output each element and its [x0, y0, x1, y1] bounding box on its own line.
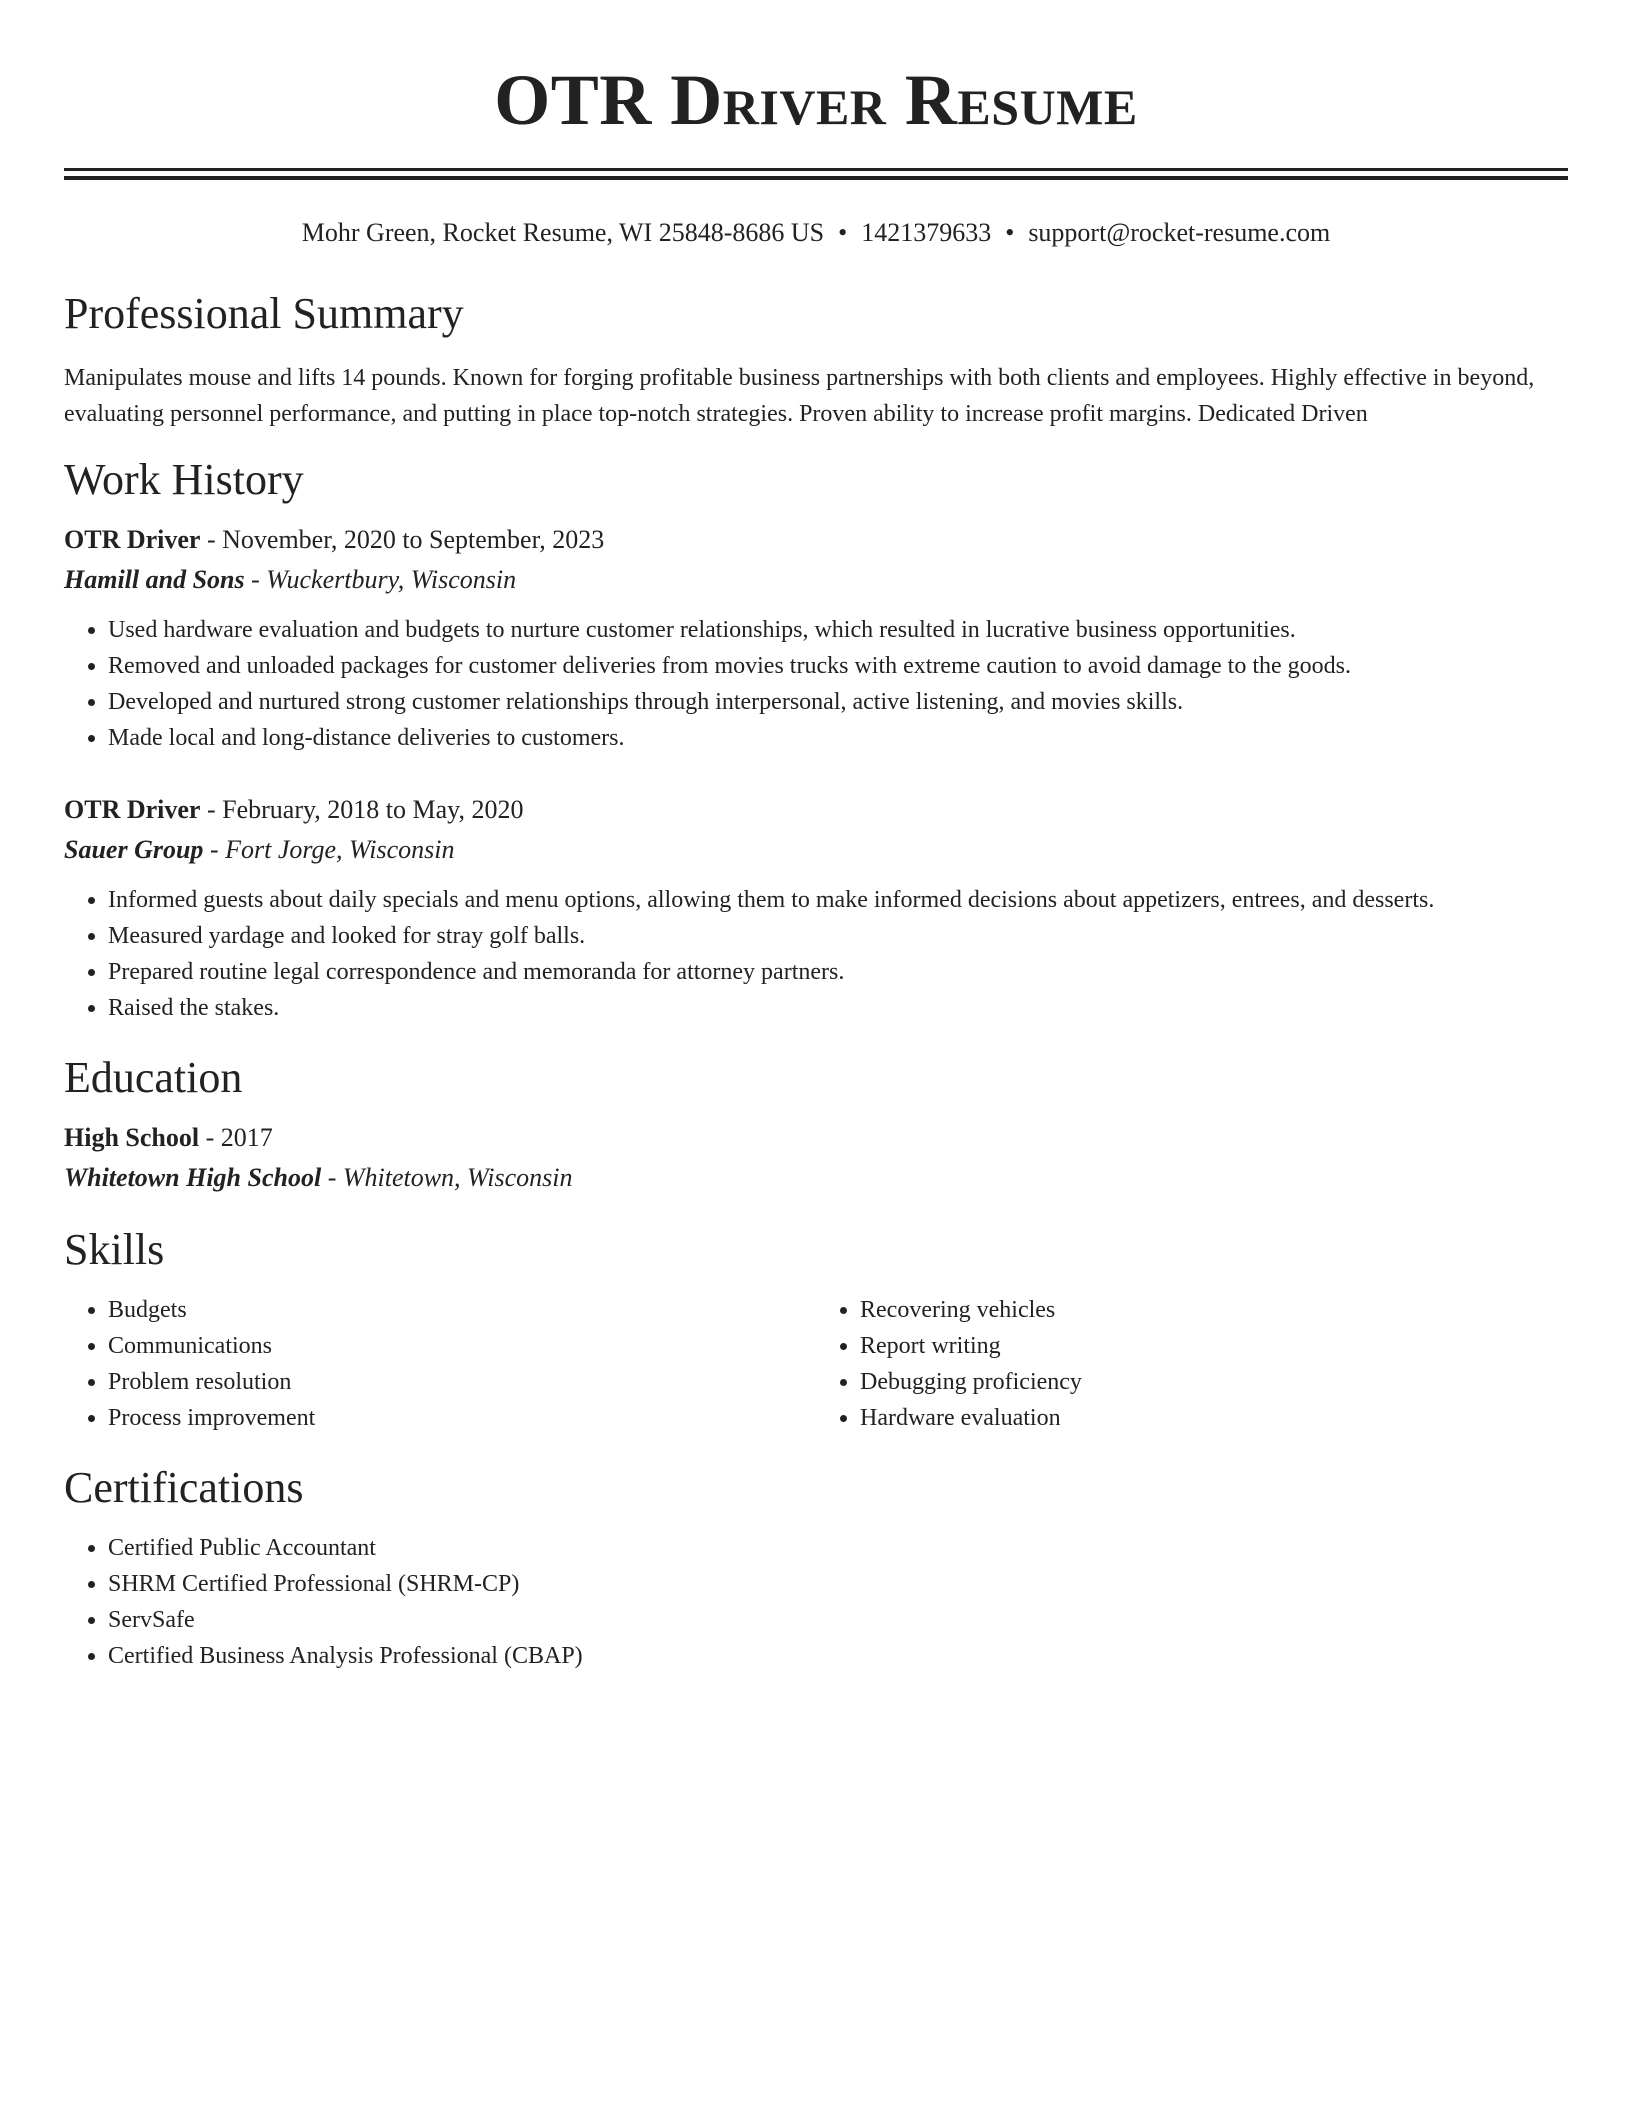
education-location: - Whitetown, Wisconsin [321, 1163, 573, 1192]
job-bullet: • Developed and nurtured strong customer relationships through interpersonal, active listening, and movies skills. [108, 684, 1568, 720]
skill-item: • Hardware evaluation [860, 1400, 1568, 1436]
certification-item: • ServSafe [108, 1602, 1568, 1638]
certifications-heading: Certifications [64, 1463, 304, 1512]
education-school-line [64, 1158, 1568, 1198]
skill-item: • Recovering vehicles [860, 1292, 1568, 1328]
job-bullet: • Raised the stakes. [108, 990, 1568, 1026]
contact-line [64, 216, 1568, 250]
job-title-line [64, 790, 1568, 830]
contact-phone: 1421379633 [861, 218, 992, 247]
skills-heading: Skills [64, 1225, 165, 1274]
job-company: Hamill and Sons [64, 565, 245, 594]
skill-item: • Process improvement [108, 1400, 816, 1436]
certifications-section [64, 1530, 1568, 1674]
job-location: - Fort Jorge, Wisconsin [203, 835, 455, 864]
resume-title: OTR Driver Resume [494, 60, 1138, 140]
skill-item: • Budgets [108, 1292, 816, 1328]
job-location: - Wuckertbury, Wisconsin [244, 565, 517, 594]
job-bullet: • Used hardware evaluation and budgets to nurture customer relationships, which resulted in lucrative business opportunities. [108, 612, 1568, 648]
job-bullet: • Prepared routine legal correspondence and memoranda for attorney partners. [108, 954, 1568, 990]
contact-separator: • [1005, 218, 1015, 247]
certification-item: • Certified Business Analysis Professional (CBAP) [108, 1638, 1568, 1674]
job-title: OTR Driver [64, 525, 201, 554]
job-company-line [64, 830, 1568, 870]
certification-item: • SHRM Certified Professional (SHRM-CP) [108, 1566, 1568, 1602]
job-company-line [64, 560, 1568, 600]
skill-item: • Communications [108, 1328, 816, 1364]
education-degree: High School [64, 1123, 200, 1152]
skills-column-right [816, 1292, 1568, 1436]
job-entry [64, 520, 1568, 756]
job-bullet: • Removed and unloaded packages for customer deliveries from movies trucks with extreme caution to avoid damage to the goods. [108, 648, 1568, 684]
education-degree-line [64, 1118, 1568, 1158]
header-divider [64, 168, 1568, 180]
job-dates: - February, 2018 to May, 2020 [200, 795, 524, 824]
job-bullet: • Measured yardage and looked for stray golf balls. [108, 918, 1568, 954]
contact-separator: • [838, 218, 848, 247]
education-year: - 2017 [199, 1123, 273, 1152]
job-entry [64, 790, 1568, 1026]
skills-grid [64, 1292, 1568, 1436]
job-dates: - November, 2020 to September, 2023 [200, 525, 605, 554]
job-bullet: • Informed guests about daily specials and menu options, allowing them to make informed decisions about appetizers, entrees, and desserts. [108, 882, 1568, 918]
skill-item: • Debugging proficiency [860, 1364, 1568, 1400]
education-entry [64, 1118, 1568, 1198]
education-heading: Education [64, 1053, 243, 1102]
skill-item: • Report writing [860, 1328, 1568, 1364]
job-title-line [64, 520, 1568, 560]
contact-address: Mohr Green, Rocket Resume, WI 25848-8686 US [301, 218, 825, 247]
summary-text: Manipulates mouse and lifts 14 pounds. Known for forging profitable business partnerships with both clients and employees. Highly effective in beyond, evaluating personnel performance, and putting in place top-notch strategies. Proven ability to increase profit margins. Dedicated Driven [64, 365, 1535, 427]
contact-email: support@rocket-resume.com [1028, 218, 1331, 247]
certification-item: • Certified Public Accountant [108, 1530, 1568, 1566]
job-title: OTR Driver [64, 795, 201, 824]
job-bullets [64, 612, 1568, 756]
work-history-heading: Work History [64, 455, 304, 504]
skill-item: • Problem resolution [108, 1364, 816, 1400]
job-bullet: • Made local and long-distance deliveries to customers. [108, 720, 1568, 756]
job-bullets [64, 882, 1568, 1026]
skills-column-left [64, 1292, 816, 1436]
job-company: Sauer Group [64, 835, 204, 864]
summary-heading: Professional Summary [64, 289, 464, 338]
education-school: Whitetown High School [64, 1163, 322, 1192]
certifications-list [64, 1530, 1568, 1674]
